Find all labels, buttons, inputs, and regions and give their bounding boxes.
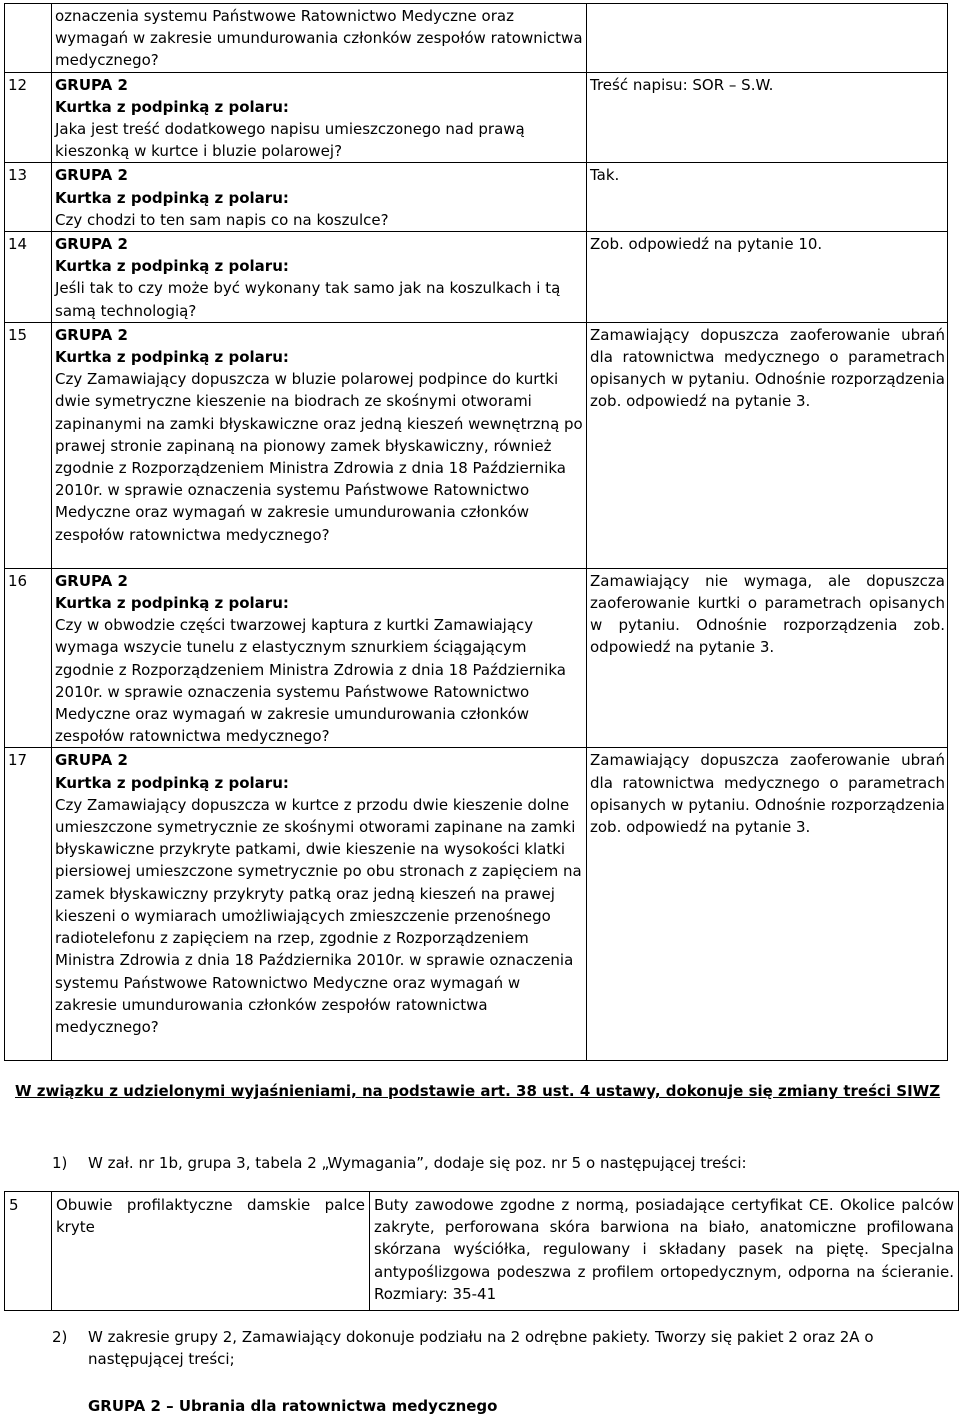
question-text: Jeśli tak to czy może być wykonany tak samo jak na koszulkach i tą samą technologią? (55, 279, 561, 320)
requirements-table (4, 1191, 959, 1311)
table-row (5, 4, 948, 73)
question-number: 12 (5, 72, 52, 163)
group-label: GRUPA 2 (55, 235, 128, 254)
answer-text: Zob. odpowiedź na pytanie 10. (590, 235, 823, 254)
group-label: GRUPA 2 (55, 571, 128, 590)
qa-table (4, 3, 948, 1061)
list-item (52, 1326, 948, 1370)
list-item-number: 1) (52, 1154, 68, 1172)
table-row (5, 163, 948, 232)
item-subtitle: Kurtka z podpinką z polaru: (55, 188, 289, 207)
item-subtitle: Kurtka z podpinką z polaru: (55, 97, 289, 116)
table-row (5, 748, 948, 1061)
item-subtitle: Kurtka z podpinką z polaru: (55, 773, 289, 792)
question-cell (52, 232, 587, 323)
answer-cell (587, 72, 948, 163)
answer-cell (587, 4, 948, 73)
group-label: GRUPA 2 (55, 751, 128, 770)
question-number: 16 (5, 568, 52, 748)
item-subtitle: Kurtka z podpinką z polaru: (55, 594, 289, 613)
list-item (52, 1152, 747, 1174)
question-number (5, 4, 52, 73)
question-text: Czy Zamawiający dopuszcza w bluzie polarowej podpince do kurtki dwie symetryczne kieszenie na biodrach ze skośnymi otworami zapinanymi na zamki błyskawiczne oraz jedną kieszeń wewnętrzną po prawej stronie zapinaną na pionowy zamek błyskawiczny, również zgodnie z Rozporządzeniem Ministra Zdrowia z dnia 18 Października 2010r. w sprawie oznaczenia systemu Państwowe Ratownictwo Medyczne oraz wymagań w zakresie umundurowania członków zespołów ratownictwa medycznego? (55, 370, 583, 544)
question-text: Czy chodzi to ten sam napis co na koszulce? (55, 210, 389, 229)
answer-cell (587, 748, 948, 1061)
group-heading: GRUPA 2 – Ubrania dla ratownictwa medycznego (88, 1397, 498, 1415)
answer-text: Zamawiający nie wymaga, ale dopuszcza zaoferowanie kurtki o parametrach opisanych w pytaniu. Odnośnie rozporządzenia zob. odpowiedź na pytanie 3. (590, 571, 945, 657)
answer-cell (587, 163, 948, 232)
position-number: 5 (5, 1192, 52, 1311)
table-row (5, 232, 948, 323)
question-cell (52, 322, 587, 568)
item-subtitle: Kurtka z podpinką z polaru: (55, 257, 289, 276)
question-number: 17 (5, 748, 52, 1061)
group-label: GRUPA 2 (55, 166, 128, 185)
question-number: 14 (5, 232, 52, 323)
table-row (5, 322, 948, 568)
question-cell (52, 163, 587, 232)
question-text: Jaka jest treść dodatkowego napisu umieszczonego nad prawą kieszonką w kurtce i bluzie polarowej? (55, 120, 525, 161)
item-subtitle: Kurtka z podpinką z polaru: (55, 348, 289, 367)
question-text: Czy Zamawiający dopuszcza w kurtce z przodu dwie kieszenie dolne umieszczone symetrycznie ze skośnymi otworami zapinane na zamki błyskawiczne przykryte patkami, dwie kieszenie na wysokości klatki piersiowej umieszczone symetrycznie po obu stronach z zapięciem na zamek błyskawiczny przykryty patką oraz jedną kieszeń na prawej kieszeni o wymiarach umożliwiających zmieszczenie przenośnego radiotelefonu z zapięciem na rzep, zgodnie z Rozporządzeniem Ministra Zdrowia z dnia 18 Października 2010r. w sprawie oznaczenia systemu Państwowe Ratownictwo Medyczne oraz wymagań w zakresie umundurowania członków zespołów ratownictwa medycznego? (55, 795, 582, 1036)
answer-cell (587, 322, 948, 568)
table-row (5, 72, 948, 163)
siwz-change-notice: W związku z udzielonymi wyjaśnieniami, na podstawie art. 38 ust. 4 ustawy, dokonuje się zmiany treści SIWZ (15, 1082, 941, 1100)
answer-cell (587, 232, 948, 323)
answer-text: Zamawiający dopuszcza zaoferowanie ubrań dla ratownictwa medycznego o parametrach opisanych w pytaniu. Odnośnie rozporządzenia zob. odpowiedź na pytanie 3. (590, 325, 945, 411)
group-label: GRUPA 2 (55, 75, 128, 94)
question-cell (52, 748, 587, 1061)
product-description: Buty zawodowe zgodne z normą, posiadające certyfikat CE. Okolice palców zakryte, perforowana skóra barwiona na biało, anatomiczne profilowana skórzana wyściółka, regulowany i składany pasek na piętę. Specjalna antypoślizgowa podeszwa z profilem ortopedycznym, odporna na ścieranie. Rozmiary: 35-41 (370, 1192, 959, 1311)
question-cell (52, 568, 587, 748)
question-text: Czy w obwodzie części twarzowej kaptura z kurtki Zamawiający wymaga wszycie tunelu z elastycznym sznurkiem ściągającym zgodnie z Rozporządzeniem Ministra Zdrowia z dnia 18 Października 2010r. w sprawie oznaczenia systemu Państwowe Ratownictwo Medyczne oraz wymagań w zakresie umundurowania członków zespołów ratownictwa medycznego? (55, 616, 566, 746)
list-item-number: 2) (52, 1328, 68, 1346)
list-item-text: W zakresie grupy 2, Zamawiający dokonuje podziału na 2 odrębne pakiety. Tworzy się pakiet 2 oraz 2A o następującej treści; (88, 1328, 874, 1369)
list-item-text: W zał. nr 1b, grupa 3, tabela 2 „Wymagania”, dodaje się poz. nr 5 o następującej treści: (88, 1154, 747, 1172)
question-text: oznaczenia systemu Państwowe Ratownictwo Medyczne oraz wymagań w zakresie umundurowania członków zespołów ratownictwa medycznego? (55, 7, 583, 70)
answer-text: Treść napisu: SOR – S.W. (590, 75, 774, 94)
table-row (5, 1192, 959, 1311)
question-cell (52, 72, 587, 163)
answer-text: Zamawiający dopuszcza zaoferowanie ubrań dla ratownictwa medycznego o parametrach opisanych w pytaniu. Odnośnie rozporządzenia zob. odpowiedź na pytanie 3. (590, 751, 945, 837)
group-label: GRUPA 2 (55, 325, 128, 344)
table-row (5, 568, 948, 748)
question-cell (52, 4, 587, 73)
question-number: 13 (5, 163, 52, 232)
answer-cell (587, 568, 948, 748)
product-name: Obuwie profilaktyczne damskie palce kryte (52, 1192, 370, 1311)
question-number: 15 (5, 322, 52, 568)
answer-text: Tak. (590, 166, 620, 185)
